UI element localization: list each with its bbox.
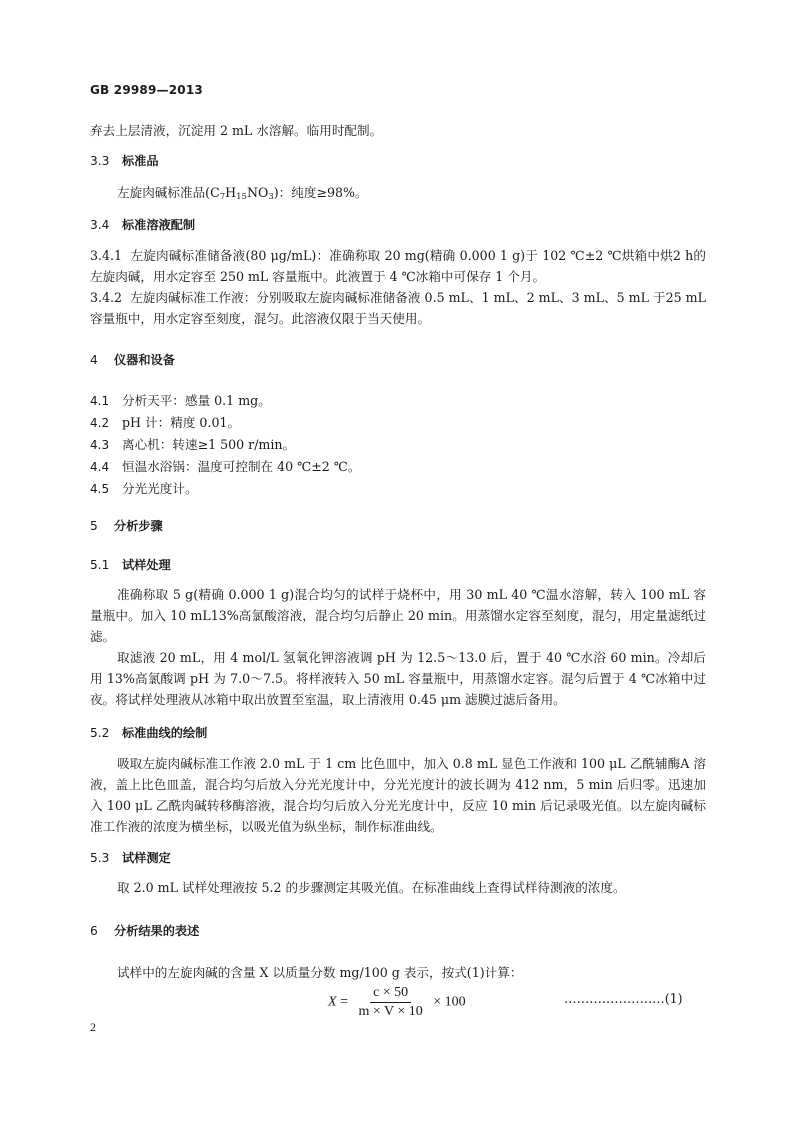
equation-number: ……………………(1) — [564, 991, 683, 1006]
text-run: NO — [246, 185, 269, 200]
formula-1 — [328, 983, 708, 1023]
item-text: 分光光度计。 — [122, 481, 198, 496]
section-5-1-body — [90, 584, 706, 710]
list-item — [90, 478, 706, 500]
item-number: 4.4 — [90, 460, 110, 474]
section-heading — [90, 153, 706, 169]
chapter-number: 4 — [90, 353, 98, 367]
section-5-1 — [90, 557, 706, 573]
section-6-body — [90, 962, 706, 983]
section-title: 标准溶液配制 — [122, 218, 196, 232]
section-title: 标准曲线的绘制 — [122, 726, 208, 740]
text-run: )：纯度≥98%。 — [273, 185, 368, 200]
chapter-heading — [90, 923, 706, 939]
formula-denominator: m × V × 10 — [358, 1004, 423, 1019]
section-5-3 — [90, 850, 706, 866]
chapter-title: 分析步骤 — [114, 519, 163, 533]
item-text: 恒温水浴锅：温度可控制在 40 ℃±2 ℃。 — [122, 459, 361, 474]
section-heading — [90, 217, 706, 233]
section-5-2 — [90, 725, 706, 741]
paragraph: 吸取左旋肉碱标准工作液 2.0 mL 于 1 cm 比色皿中，加入 0.8 mL 显色工作液和 100 μL 乙酰辅酶A 溶液，盖上比色皿盖，混合均匀后放入分光光度计中，分光光度计的波长调为 412 nm，5 min 后归零。迅速加入 100 μL 乙酰肉碱转移酶溶液，混合均匀后放入分光光度计中，反应 10 min 后记录吸光值。以左旋肉碱标准工作液的浓度为横坐标，以吸光值为纵坐标，制作标准曲线。 — [90, 756, 706, 834]
clause-number: 3.4.1 — [90, 248, 123, 263]
clause-3-4-1 — [90, 245, 706, 287]
clause-text: 左旋肉碱标准工作液：分别吸取左旋肉碱标准储备液 0.5 mL、1 mL、2 mL、3 mL、5 mL 于25 mL容量瓶中，用水定容至刻度，混匀。此溶液仅限于当天使用。 — [90, 290, 706, 326]
section-3-3 — [90, 153, 706, 169]
item-number: 4.5 — [90, 482, 110, 496]
section-title: 试样处理 — [122, 558, 171, 572]
chapter-number: 5 — [90, 519, 98, 533]
item-number: 4.3 — [90, 438, 110, 452]
section-number: 3.4 — [90, 218, 110, 232]
paragraph — [90, 182, 706, 208]
section-heading — [90, 850, 706, 866]
section-title: 试样测定 — [122, 851, 171, 865]
chapter-heading — [90, 352, 706, 368]
subscript: 15 — [236, 192, 247, 202]
formula-fraction — [355, 985, 425, 1020]
text-run: H — [225, 185, 237, 200]
section-number: 5.2 — [90, 726, 110, 740]
item-text: 离心机：转速≥1 500 r/min。 — [122, 437, 296, 452]
list-item — [90, 390, 706, 412]
section-3-4-body — [90, 245, 706, 329]
section-6 — [90, 923, 706, 939]
paragraph: 试样中的左旋肉碱的含量 X 以质量分数 mg/100 g 表示，按式(1)计算： — [117, 965, 523, 980]
paragraph: 弃去上层清液，沉淀用 2 mL 水溶解。临用时配制。 — [90, 123, 383, 138]
chapter-heading — [90, 518, 706, 534]
section-heading — [90, 725, 706, 741]
standard-number: GB 29989—2013 — [90, 83, 203, 97]
chapter-number: 6 — [90, 924, 98, 938]
item-number: 4.2 — [90, 416, 110, 430]
formula-equals: = — [340, 994, 348, 1010]
section-3-4 — [90, 217, 706, 233]
section-title: 标准品 — [122, 154, 159, 168]
clause-3-4-2 — [90, 287, 706, 329]
chapter-title: 分析结果的表述 — [114, 924, 200, 938]
subscript: 7 — [219, 192, 226, 202]
formula-body — [328, 985, 466, 1020]
formula-numerator: c × 50 — [370, 985, 411, 1003]
list-item — [90, 434, 706, 456]
clause-text: 左旋肉碱标准储备液(80 μg/mL)：准确称取 20 mg(精确 0.000 1 g)于 102 ℃±2 ℃烘箱中烘2 h的左旋肉碱，用水定容至 250 mL 容量瓶中。此液置于 4 ℃冰箱中可保存 1 个月。 — [90, 248, 706, 284]
equipment-list — [90, 390, 706, 500]
section-3-2-continuation — [90, 120, 706, 141]
subscript: 3 — [268, 192, 274, 202]
chapter-title: 仪器和设备 — [114, 353, 175, 367]
page-number: 2 — [90, 1020, 96, 1034]
section-4 — [90, 352, 706, 368]
paragraph: 取滤液 20 mL，用 4 mol/L 氢氧化钾溶液调 pH 为 12.5～13.0 后，置于 40 ℃水浴 60 min。冷却后用 13%高氯酸调 pH 为 7.0～7.5。将样液转入 50 mL 容量瓶中，用蒸馏水定容。混匀后置于 4 ℃冰箱中过夜。将试样处理液从冰箱中取出放置至室温，取上清液用 0.45 μm 滤膜过滤后备用。 — [90, 650, 706, 707]
section-number: 5.3 — [90, 851, 110, 865]
list-item — [90, 412, 706, 434]
list-item — [90, 456, 706, 478]
item-text: 分析天平：感量 0.1 mg。 — [122, 393, 271, 408]
formula-lhs: X — [328, 994, 337, 1010]
formula-multiplier: × 100 — [433, 994, 466, 1010]
paragraph: 准确称取 5 g(精确 0.000 1 g)混合均匀的试样于烧杯中，用 30 mL 40 ℃温水溶解，转入 100 mL 容量瓶中。加入 10 mL13%高氯酸溶液，混合均匀后静止 20 min。用蒸馏水定容至刻度，混匀，用定量滤纸过滤。 — [90, 587, 706, 644]
section-5-3-body — [90, 877, 706, 898]
section-number: 3.3 — [90, 154, 110, 168]
section-5-2-body — [90, 753, 706, 837]
section-3-3-body — [90, 182, 706, 208]
section-heading — [90, 557, 706, 573]
text-run: 左旋肉碱标准品(C — [117, 185, 220, 200]
section-number: 5.1 — [90, 558, 110, 572]
section-5 — [90, 518, 706, 534]
clause-number: 3.4.2 — [90, 290, 123, 305]
paragraph: 取 2.0 mL 试样处理液按 5.2 的步骤测定其吸光值。在标准曲线上查得试样待测液的浓度。 — [117, 880, 626, 895]
item-text: pH 计：精度 0.01。 — [122, 415, 241, 430]
item-number: 4.1 — [90, 394, 110, 408]
